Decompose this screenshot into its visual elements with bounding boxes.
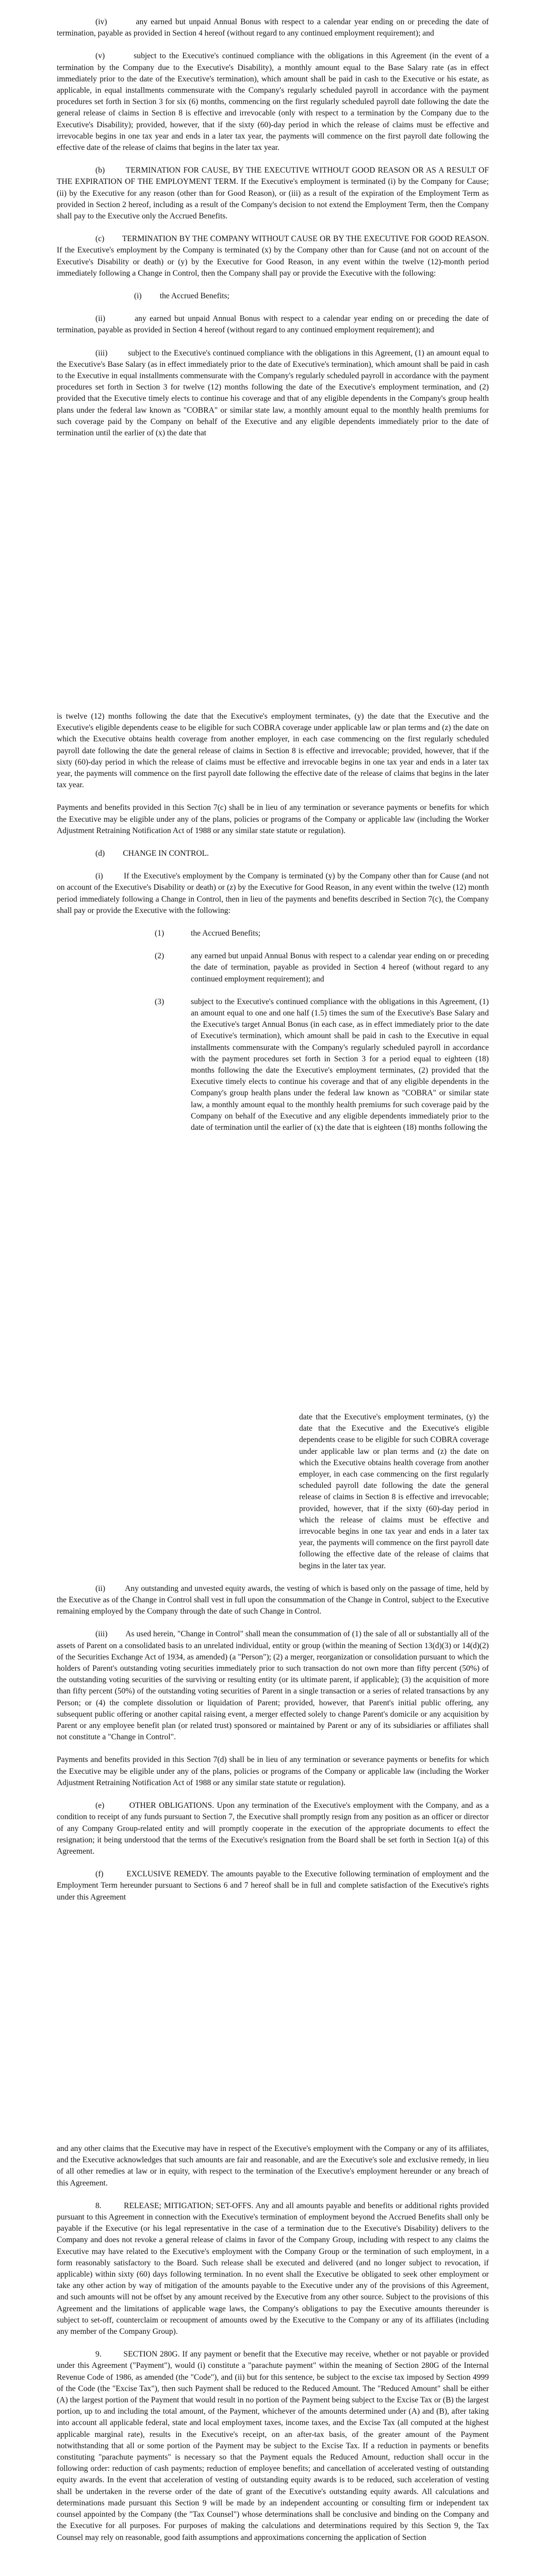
paragraph-7f: (f) EXCLUSIVE REMEDY. The amounts payable to the Executive following termination of employment and the Employment Term hereunder pursuant to Sections 6 and 7 hereof shall be in full and complete satisfaction of the Executive's rights under this Agreement: [57, 1870, 489, 1902]
paragraph-7c-iii: (iii) subject to the Executive's continued compliance with the obligations in this Agreement, (1) an amount equal to the Executive's Base Salary (as in effect immediately prior to the date of Executive's termination), which amount shall be paid in cash to the Executive in equal installments commensurate with the Company's regularly scheduled payroll in accordance with the payment procedures set forth in Section 3 for twelve (12) months following the date of the Executive's employment termination, and (2) provided that the Executive timely elects to continue his coverage and that of any eligible dependents in the Company's group health plans under the federal law known as "COBRA" or similar state law, a monthly amount equal to the monthly health premiums for such coverage paid by the Company on behalf of the Executive and any eligible dependents immediately prior to the date of termination until the earlier of (x) the date that: [57, 348, 489, 438]
paragraph-7a-iv: (iv) any earned but unpaid Annual Bonus with respect to a calendar year ending on or preceding the date of termination, payable as provided in Section 4 hereof (without regard to any continued employment requirement); and: [57, 18, 489, 38]
paragraph-8: 8. RELEASE; MITIGATION; SET-OFFS. Any and all amounts payable and benefits or additional rights provided pursuant to this Agreement in connection with the Executive's termination of employment beyond the Accrued Benefits shall only be payable if the Executive (or his legal representative in the case of a termination due to the Executive's Disability) delivers to the Company and does not revoke a general release of claims in favor of the Company Group, including with respect to any claims the Executive may have related to the Executive's employment with the Company Group or the termination of such employment, in a form reasonably satisfactory to the Board. Such release shall be executed and delivered (and no longer subject to revocation, if applicable) within sixty (60) days following termination. In no event shall the Executive be obligated to seek other employment or take any other action by way of mitigation of the amounts payable to the Executive under any of the provisions of this Agreement, and such amounts will not be offset by any amount received by the Executive from any other source. Subject to the provisions of this Agreement and the limitations of applicable wage laws, the Company's obligations to pay the Executive amounts thereunder is subject to set-off, counterclaim or recoupment of amounts owed by the Executive to the Company or any of its affiliates (including any member of the Company Group).: [57, 2201, 489, 2336]
page-2-body: [57, 711, 489, 1133]
document-page-3: [0, 1391, 544, 2123]
paragraph-7d-iii: (iii) As used herein, "Change in Control" shall mean the consummation of (1) the sale of all or substantially all of the assets of Parent on a consolidated basis to an unrelated individual, entity or group (within the meaning of Section 13(d)(3) or 14(d)(2) of the Securities Exchange Act of 1934, as amended) (a "Person"); (2) a merger, reorganization or consolidation pursuant to which the holders of Parent's outstanding voting securities immediately prior to such transaction do not own more than fifty percent (50%) of the outstanding voting securities of the surviving or resulting entity (or its ultimate parent, if applicable); (3) the acquisition of more than fifty percent (50%) of the outstanding voting securities of Parent in a single transaction or a series of related transactions by any Person; or (4) the complete dissolution or liquidation of Parent; provided, however, that Parent's initial public offering, any subsequent public offering or another capital raising event, a merger effected solely to change Parent's domicile or any acquisition by Parent or any employee benefit plan (or related trust) sponsored or maintained by Parent or any of its subsidiaries or affiliates shall not constitute a "Change in Control".: [57, 1630, 489, 1742]
list-item-7d-i-3: (3) subject to the Executive's continued compliance with the obligations in this Agreement, (1) an amount equal to one and one half (1.5) times the sum of the Executive's Base Salary and the Executive's target Annual Bonus (in each case, as in effect immediately prior to the date of Executive's termination), which amount shall be paid in cash to the Executive in equal installments commensurate with the Company's regularly scheduled payroll in accordance with the payment procedures set forth in Section 3 for a period equal to eighteen (18) months following the date the Executive's employment terminates, (2) provided that the Executive timely elects to continue his coverage and that of any eligible dependents in the Company's group health plans under the federal law known as "COBRA" or similar state law, a monthly amount equal to the monthly health premiums for such coverage paid by the Company on behalf of the Executive and any eligible dependents immediately prior to the date of termination until the earlier of (x) the date that is eighteen (18) months following the: [155, 997, 489, 1132]
paragraph-9: 9. SECTION 280G. If any payment or benefit that the Executive may receive, whether or not payable or provided under this Agreement ("Payment"), would (i) constitute a "parachute payment" within the meaning of Section 280G of the Internal Revenue Code of 1986, as amended (the "Code"), and (ii) but for this sentence, be subject to the excise tax imposed by Section 4999 of the Code (the "Excise Tax"), then such Payment shall be reduced to the Reduced Amount. The "Reduced Amount" shall be either (A) the largest portion of the Payment that would result in no portion of the Payment being subject to the Excise Tax or (B) the largest portion, up to and including the total amount, of the Payment, whichever of the amounts determined under (A) and (B), after taking into account all applicable federal, state and local employment taxes, income taxes, and the Excise Tax (all computed at the highest applicable marginal rate), results in the Executive's receipt, on an after-tax basis, of the greater amount of the Payment notwithstanding that all or some portion of the Payment may be subject to the Excise Tax. If a reduction in payments or benefits constituting "parachute payments" is necessary so that the Payment equals the Reduced Amount, reduction shall occur in the following order: reduction of cash payments; reduction of employee benefits; and cancellation of accelerated vesting of outstanding equity awards. In the event that acceleration of vesting of outstanding equity awards is to be reduced, such acceleration of vesting shall be undertaken in the reverse order of the date of grant of the Executive's outstanding equity awards. All calculations and determinations made pursuant this Section 9 will be made by an independent accounting or consulting firm or independent tax counsel appointed by the Company (the "Tax Counsel") whose determinations shall be conclusive and binding on the Company and the Executive for all purposes. For purposes of making the calculations and determinations required by this Section 9, the Tax Counsel may rely on reasonable, good faith assumptions and approximations concerning the application of Section: [57, 2350, 489, 2542]
paragraph-7d-payments: Payments and benefits provided in this Section 7(d) shall be in lieu of any termination or severance payments or benefits for which the Executive may be eligible under any of the plans, policies or programs of the Company or applicable law (including the Worker Adjustment Retraining Notification Act of 1988 or any similar state statute or regulation).: [57, 1755, 489, 1787]
paragraph-7b: (b) TERMINATION FOR CAUSE, BY THE EXECUTIVE WITHOUT GOOD REASON OR AS A RESULT OF THE EXPIRATION OF THE EMPLOYMENT TERM. If the Executive's employment is terminated (i) by the Company for Cause; (ii) by the Executive for any reason (other than for Good Reason), or (iii) as a result of the expiration of the Employment Term as provided in Section 2 hereof, including as a result of the Company's decision to not extend the Employment Term, then the Company shall pay to the Executive only the Accrued Benefits.: [57, 166, 489, 221]
document-page-1: [0, 0, 544, 690]
paragraph-7d-ii: (ii) Any outstanding and unvested equity awards, the vesting of which is based only on the passage of time, held by the Executive as of the Change in Control shall vest in full upon the consummation of the Change in Control, subject to the Executive remaining employed by the Company through the date of such Change in Control.: [57, 1584, 489, 1616]
document-page-2: [0, 690, 544, 1391]
document-page-4: [0, 2123, 544, 2576]
paragraph-7c-iii-continued: is twelve (12) months following the date that the Executive's employment terminates, (y) the date that the Executive and the Executive's eligible dependents cease to be eligible for such COBRA coverage under applicable law or plan terms and (z) the date on which the Executive obtains health coverage from another employer, in each case commencing on the first regularly scheduled payroll date following the date the general release of claims in Section 8 is effective and irrevocable; provided, however, that if the sixty (60)-day period in which the release of claims must be effective and irrevocable begins in one tax year and ends in a later tax year, the payments will commence on the first payroll date following the effective date of the release of claims that begins in the later tax year.: [57, 712, 489, 790]
page-3-body: [57, 1412, 489, 1903]
page-4-body: [57, 2143, 489, 2544]
paragraph-7d-i-3-continued: date that the Executive's employment terminates, (y) the date that the Executive and the Executive's eligible dependents cease to be eligible for such COBRA coverage under applicable law or plan terms and (z) the date on which the Executive obtains health coverage from another employer, in each case commencing on the first regularly scheduled payroll date following the date the general release of claims in Section 8 is effective and irrevocable; provided, however, that if the sixty (60)-day period in which the release of claims must be effective and irrevocable begins in one tax year and ends in a later tax year, the payments will commence on the first payroll date following the effective date of the release of claims that begins in the later tax year.: [299, 1413, 489, 1570]
paragraph-7f-continued: and any other claims that the Executive may have in respect of the Executive's employment with the Company or any of its affiliates, and the Executive acknowledges that such amounts are fair and reasonable, and are the Executive's sole and exclusive remedy, in lieu of all other remedies at law or in equity, with respect to the termination of the Executive's employment hereunder or any breach of this Agreement.: [57, 2144, 489, 2188]
paragraph-7d-i: (i) If the Executive's employment by the Company is terminated (y) by the Company other than for Cause (and not on account of the Executive's Disability or death) or (z) by the Executive for Good Reason, in any event within the twelve (12) month period immediately following a Change in Control, then in lieu of the payments and benefits described in Section 7(c), the Company shall pay or provide the Executive with the following:: [57, 872, 489, 915]
paragraph-7a-v: (v) subject to the Executive's continued compliance with the obligations in this Agreement (in the event of a termination by the Company due to the Executive's Disability), a monthly amount equal to the Base Salary rate (as in effect immediately prior to the date of the Executive's termination), which amount shall be paid in cash to the Executive or his estate, as applicable, in equal installments commensurate with the Company's regularly scheduled payroll in accordance with the payment procedures set forth in Section 3 for six (6) months, commencing on the first regularly scheduled payroll date following the date the general release of claims in Section 8 is effective and irrevocable (only with respect to a termination by the Company due to the Executive's Disability); provided, however, that if the sixty (60)-day period in which the release of claims must be effective and irrevocable begins in one tax year and ends in a later tax year, the payments will commence on the first payroll date following the effective date of the release of claims that begins in the later tax year.: [57, 52, 489, 152]
heading-7d-change-in-control: (d) CHANGE IN CONTROL.: [95, 849, 209, 858]
paragraph-7c-ii: (ii) any earned but unpaid Annual Bonus with respect to a calendar year ending on or preceding the date of termination, payable as provided in Section 4 hereof (without regard to any continued employment requirement); and: [57, 314, 489, 335]
list-item-7d-i-1: (1) the Accrued Benefits;: [155, 929, 261, 938]
paragraph-7e: (e) OTHER OBLIGATIONS. Upon any termination of the Executive's employment with the Company, and as a condition to receipt of any funds pursuant to Section 7, the Executive shall promptly resign from any position as an officer or director of any Company Group-related entity and will promptly cooperate in the execution of the appropriate documents to effect the resignation; it being understood that the terms of the Executive's resignation from the Board shall be set forth in Section 1(a) of this Agreement.: [57, 1801, 489, 1856]
list-item-7d-i-2: (2) any earned but unpaid Annual Bonus with respect to a calendar year ending on or preceding the date of termination, payable as provided in Section 4 hereof (without regard to any continued employment requirement); and: [155, 952, 489, 984]
paragraph-7c: (c) TERMINATION BY THE COMPANY WITHOUT CAUSE OR BY THE EXECUTIVE FOR GOOD REASON. If the Executive's employment by the Company is terminated (x) by the Company other than for Cause (and not on account of the Executive's Disability or death) or (y) by the Executive for Good Reason, in any event within the twelve (12)-month period immediately following a Change in Control, then the Company shall pay or provide the Executive with the following:: [57, 234, 489, 278]
paragraph-7c-i: (i) the Accrued Benefits;: [134, 292, 229, 301]
page-1-body: [57, 16, 489, 439]
paragraph-7c-payments: Payments and benefits provided in this Section 7(c) shall be in lieu of any termination or severance payments or benefits for which the Executive may be eligible under any of the plans, policies or programs of the Company or applicable law (including the Worker Adjustment Retraining Notification Act of 1988 or any similar state statute or regulation).: [57, 803, 489, 835]
